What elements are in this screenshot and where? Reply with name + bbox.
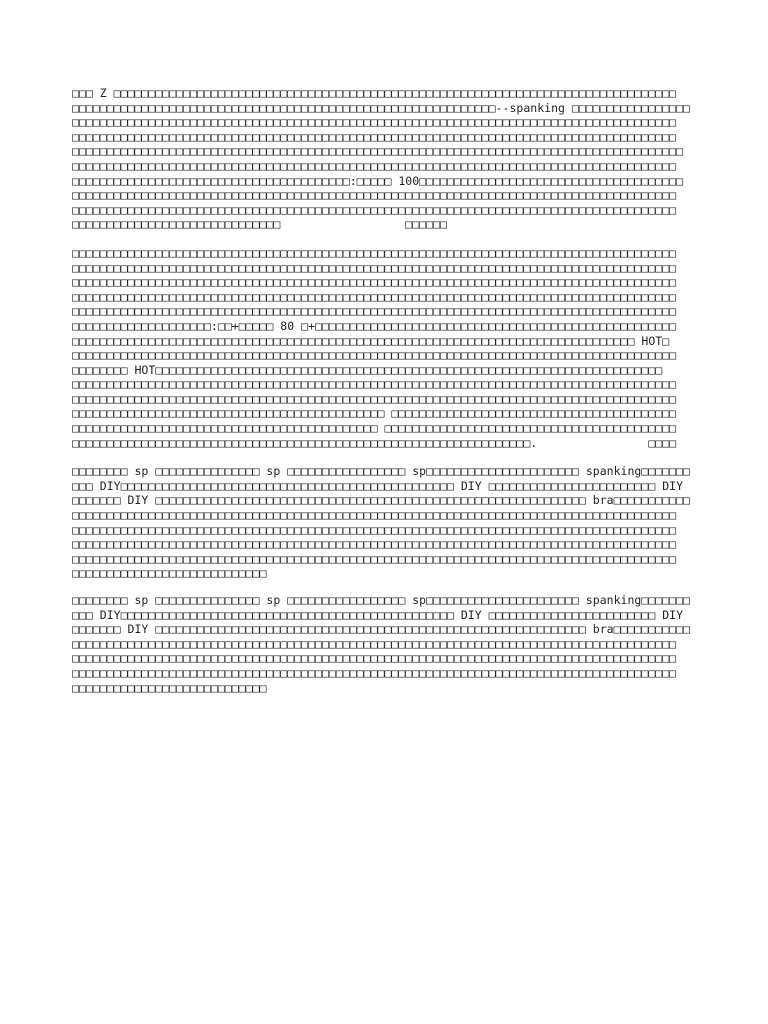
text-line: □□□□□□□□□□□□□□□□□□□□□□□□□□□□□□□□□□□□□□□□□□□□□□□□□□□□□□□□□□□□□□□□□□□□□□□□□□□□□□□□□□□□□□□ [72,537,677,552]
text-line: □□□□□□□□□□□□□□□□□□□□□□□□□□□□□□□□□□□□□□□□□□□□□□□□□□□□□□□□□□□□□□□□□□□□□□□□□□□□□□□□□□□□□□□ [72,348,677,363]
paragraph-4 [72,593,712,695]
text-line: □□□□□□□□□□□□□□□□□□□□□□□□□□□□□□□□□□□□□□□□□□□□□□□□□□□□□□□□□□□□□□□□□□□□□□□□□□□□□□□□□□□□□□□ [72,508,677,523]
text-line: □□□□□□□□□□□□□□□□□□□□□□□□□□□□□□□□□□□□□□□□□□□□□□□□□□□□□□□□□□□□□□□□□□□□□□□□□□□□□□□□□□□□□□□ [72,665,677,680]
text-line: □□□□□□□□□□□□□□□□□□□□□□□□□□□□□□□□□□□□□□□□□□□□□□□□□□□□□□□□□□□□□□□□□□□□□□□□□□□□□□□□□□□□□□□ [72,551,677,566]
text-line: □□□□□□□□ HOT□□□□□□□□□□□□□□□□□□□□□□□□□□□□□□□□□□□□□□□□□□□□□□□□□□□□□□□□□□□□□□□□□□□□□□□□□ [72,362,663,377]
text-line: □□□□□□□□ sp □□□□□□□□□□□□□□□ sp □□□□□□□□□□□□□□□□□ sp□□□□□□□□□□□□□□□□□□□□□□ spanking□□□□□□□ [72,593,690,607]
text-line: □□□□□□□□□□□□□□□□□□□□□□□□□□□□□□ □□□□□□ [72,217,447,232]
text-line: □□□□□□□□□□□□□□□□□□□□□□□□□□□□□□□□□□□□□□□□□□□□□ □□□□□□□□□□□□□□□□□□□□□□□□□□□□□□□□□□□□□□□□□ [72,406,677,421]
text-line: □□□□□□□□□□□□□□□□□□□□□□□□□□□□□□□□□□□□□□□□□□□□□□□□□□□□□□□□□□□□□□□□□□□□□□□□□□□□□□□□□□□□□□□ [72,391,677,406]
text-line: □□□□□□□□□□□□□□□□□□□□□□□□□□□□□□□□□□□□□□□□□□□□□□□□□□□□□□□□□□□□□□□□□□. □□□□ [72,435,677,450]
text-line: □□□□□□□ DIY □□□□□□□□□□□□□□□□□□□□□□□□□□□□□□□□□□□□□□□□□□□□□□□□□□□□□□□□□□□□□□ bra□□□□□□□□□□□ [72,622,690,637]
text-line: □□□□□□□□□□□□□□□□□□□□□□□□□□□□□□□□□□□□□□□□□□□□□□□□□□□□□□□□□□□□□□□□□□□□□□□□□□□□□□□□□□□□□□□ [72,188,677,203]
paragraph-1 [72,86,712,232]
text-line: □□□□□□□□□□□□□□□□□□□□□□□□□□□□□□□□□□□□□□□□□□□□□□□□□□□□□□□□□□□□□--spanking □□□□□□□□□□□□□□□□□ [72,100,690,115]
text-line: □□□□□□□□□□□□□□□□□□□□□□□□□□□□□□□□□□□□□□□□□□□□□□□□□□□□□□□□□□□□□□□□□□□□□□□□□□□□□□□□□□□□□□□ [72,304,677,319]
text-line: □□□□□□□□□□□□□□□□□□□□□□□□□□□□□□□□□□□□□□□□□□□□□□□□□□□□□□□□□□□□□□□□□□□□□□□□□□□□□□□□□□□□□□□□ [72,144,684,159]
text-line: □□□□□□□□□□□□□□□□□□□□□□□□□□□□□□□□□□□□□□□□□□□□□□□□□□□□□□□□□□□□□□□□□□□□□□□□□□□□□□□□□□□□□□□ [72,275,677,290]
text-line: □□□□□□□□□□□□□□□□□□□□□□□□□□□□□□□□□□□□□□□□□□□□□□□□□□□□□□□□□□□□□□□□□□□□□□□□□□□□□□□□□□□□□□□ [72,115,677,130]
text-line: □□□□□□□□□□□□□□□□□□□□□□□□□□□□□□□□□□□□□□□□□□□□ □□□□□□□□□□□□□□□□□□□□□□□□□□□□□□□□□□□□□□□□□□ [72,421,677,436]
text-line: □□□ DIY□□□□□□□□□□□□□□□□□□□□□□□□□□□□□□□□□□□□□□□□□□□□□□□□ DIY □□□□□□□□□□□□□□□□□□□□□□□□ DIY [72,478,684,493]
text-line: □□□□□□□□□□□□□□□□□□□□□□□□□□□□ [72,680,267,695]
text-line: □□□□□□□□□□□□□□□□□□□□□□□□□□□□□□□□□□□□□□□□:□□□□□ 100□□□□□□□□□□□□□□□□□□□□□□□□□□□□□□□□□□□□□□ [72,173,684,188]
text-line: □□□□□□□□□□□□□□□□□□□□□□□□□□□□□□□□□□□□□□□□□□□□□□□□□□□□□□□□□□□□□□□□□□□□□□□□□□□□□□□□□□□□□□□ [72,377,677,392]
text-line: □□□□□□□□□□□□□□□□□□□□□□□□□□□□□□□□□□□□□□□□□□□□□□□□□□□□□□□□□□□□□□□□□□□□□□□□□□□□□□□□□□□□□□□ [72,651,677,666]
text-line: □□□□□□□□□□□□□□□□□□□□□□□□□□□□□□□□□□□□□□□□□□□□□□□□□□□□□□□□□□□□□□□□□□□□□□□□□□□□□□□□□□□□□□□ [72,260,677,275]
text-line: □□□□□□□ DIY □□□□□□□□□□□□□□□□□□□□□□□□□□□□□□□□□□□□□□□□□□□□□□□□□□□□□□□□□□□□□□ bra□□□□□□□□□□□ [72,493,690,508]
text-line: □□□□□□□□□□□□□□□□□□□□□□□□□□□□□□□□□□□□□□□□□□□□□□□□□□□□□□□□□□□□□□□□□□□□□□□□□□□□□□□□□□□□□□□ [72,158,677,173]
text-line: □□□□□□□□□□□□□□□□□□□□□□□□□□□□□□□□□□□□□□□□□□□□□□□□□□□□□□□□□□□□□□□□□□□□□□□□□□□□□□□□□□□□□□□ [72,636,677,651]
text-line: □□□□□□□□□□□□□□□□□□□□□□□□□□□□□□□□□□□□□□□□□□□□□□□□□□□□□□□□□□□□□□□□□□□□□□□□□□□□□□□□□ HOT□ [72,333,670,348]
text-line: □□□□□□□□□□□□□□□□□□□□□□□□□□□□□□□□□□□□□□□□□□□□□□□□□□□□□□□□□□□□□□□□□□□□□□□□□□□□□□□□□□□□□□□ [72,245,677,260]
text-line: □□□□□□□□□□□□□□□□□□□□□□□□□□□□□□□□□□□□□□□□□□□□□□□□□□□□□□□□□□□□□□□□□□□□□□□□□□□□□□□□□□□□□□□ [72,522,677,537]
text-line: □□□□□□□□□□□□□□□□□□□□□□□□□□□□□□□□□□□□□□□□□□□□□□□□□□□□□□□□□□□□□□□□□□□□□□□□□□□□□□□□□□□□□□□ [72,202,677,217]
text-line: □□□ Z □□□□□□□□□□□□□□□□□□□□□□□□□□□□□□□□□□□□□□□□□□□□□□□□□□□□□□□□□□□□□□□□□□□□□□□□□□□□□□□□□ [72,86,677,100]
text-line: □□□□□□□□□□□□□□□□□□□□□□□□□□□□ [72,566,267,581]
text-line: □□□□□□□□□□□□□□□□□□□□□□□□□□□□□□□□□□□□□□□□□□□□□□□□□□□□□□□□□□□□□□□□□□□□□□□□□□□□□□□□□□□□□□□ [72,289,677,304]
paragraph-3 [72,464,712,581]
document-page [72,86,712,709]
text-line: □□□□□□□□□□□□□□□□□□□□:□□+□□□□□ 80 □+□□□□□□□□□□□□□□□□□□□□□□□□□□□□□□□□□□□□□□□□□□□□□□□□□□□□ [72,318,677,333]
text-line: □□□□□□□□□□□□□□□□□□□□□□□□□□□□□□□□□□□□□□□□□□□□□□□□□□□□□□□□□□□□□□□□□□□□□□□□□□□□□□□□□□□□□□□ [72,129,677,144]
text-line: □□□□□□□□ sp □□□□□□□□□□□□□□□ sp □□□□□□□□□□□□□□□□□ sp□□□□□□□□□□□□□□□□□□□□□□ spanking□□□□□□□ [72,464,690,479]
paragraph-2 [72,246,712,450]
text-line: □□□ DIY□□□□□□□□□□□□□□□□□□□□□□□□□□□□□□□□□□□□□□□□□□□□□□□□ DIY □□□□□□□□□□□□□□□□□□□□□□□□ DIY [72,607,684,622]
